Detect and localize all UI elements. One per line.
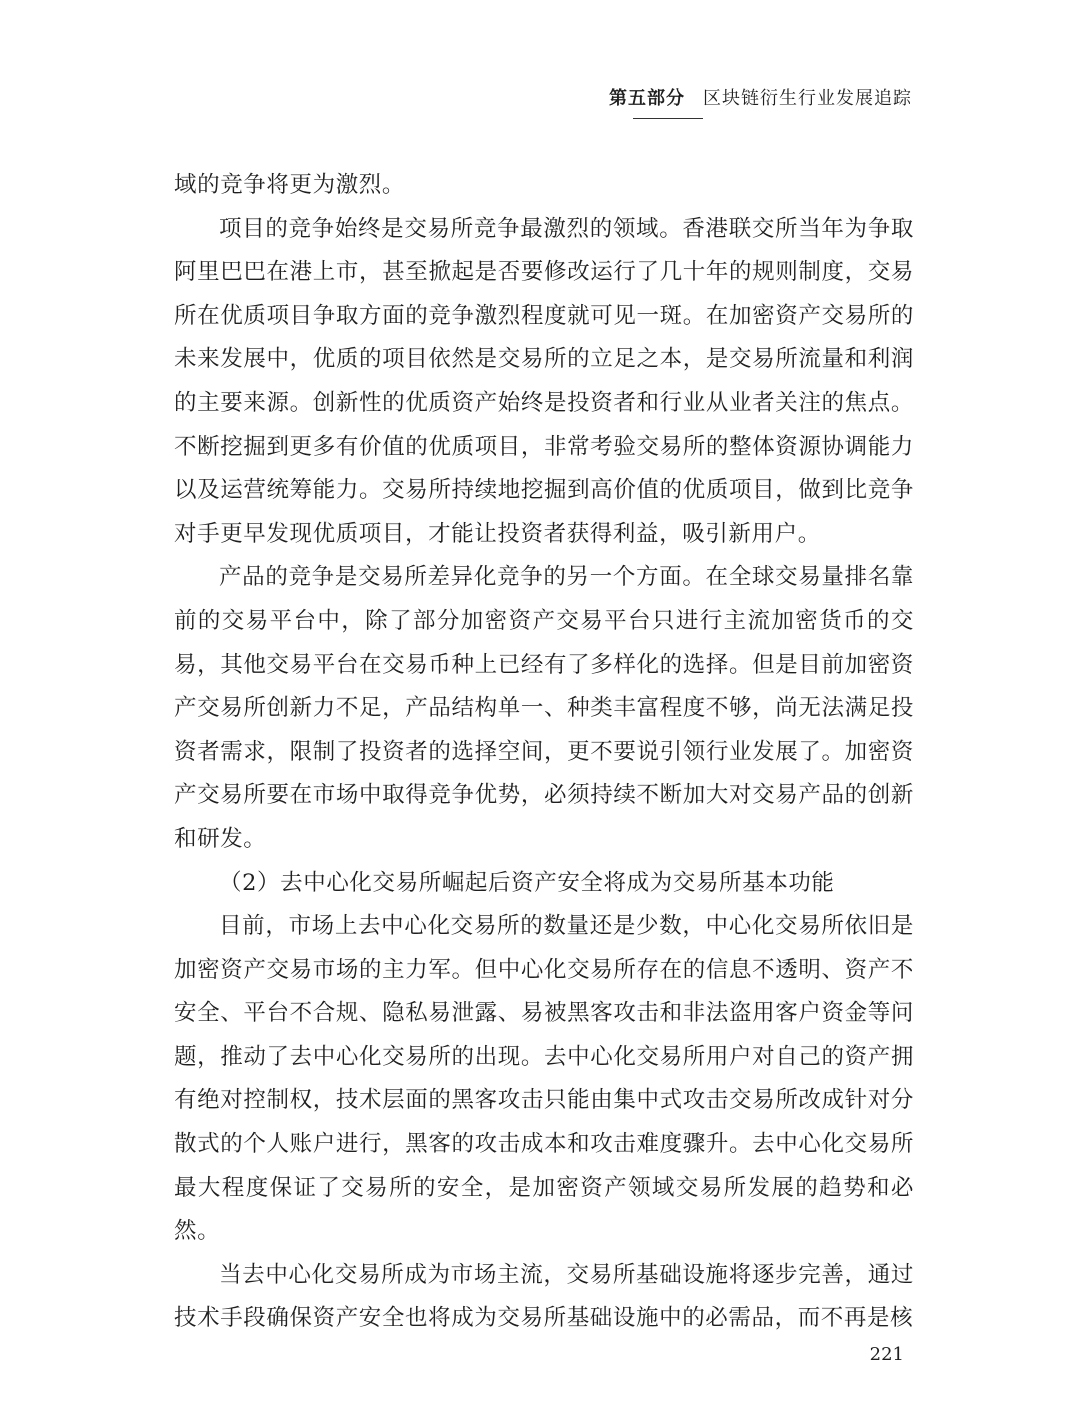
paragraph-project-competition: 项目的竞争始终是交易所竞争最激烈的领域。香港联交所当年为争取阿里巴巴在港上市，甚至掀起是否要修改运行了几十年的规则制度，交易所在优质项目争取方面的竞争激烈程度就可见一斑。在加密资产交易所的未来发展中，优质的项目依然是交易所的立足之本，是交易所流量和利润的主要来源。创新性的优质资产始终是投资者和行业从业者关注的焦点。不断挖掘到更多有价值的优质项目，非常考验交易所的整体资源协调能力以及运营统筹能力。交易所持续地挖掘到高价值的优质项目，做到比竞争对手更早发现优质项目，才能让投资者获得利益，吸引新用户。 [174,215,914,547]
page-number: 221 [869,1344,904,1365]
body-text [174,164,914,1341]
running-header [609,86,912,112]
part-label: 第五部分 [609,88,685,109]
subsection-heading: （2）去中心化交易所崛起后资产安全将成为交易所基本功能 [219,869,835,896]
paragraph-continuation: 域的竞争将更为激烈。 [174,172,406,198]
paragraph-decentralized-exchanges: 目前，市场上去中心化交易所的数量还是少数，中心化交易所依旧是加密资产交易市场的主力军。但中心化交易所存在的信息不透明、资产不安全、平台不合规、隐私易泄露、易被黑客攻击和非法盗用客户资金等问题，推动了去中心化交易所的出现。去中心化交易所用户对自己的资产拥有绝对控制权，技术层面的黑客攻击只能由集中式攻击交易所改成针对分散式的个人账户进行，黑客的攻击成本和攻击难度骤升。去中心化交易所最大程度保证了交易所的安全，是加密资产领域交易所发展的趋势和必然。 [174,913,914,1245]
header-underline [633,118,703,119]
paragraph-product-competition: 产品的竞争是交易所差异化竞争的另一个方面。在全球交易量排名靠前的交易平台中，除了部分加密资产交易平台只进行主流加密货币的交易，其他交易平台在交易币种上已经有了多样化的选择。但是目前加密资产交易所创新力不足，产品结构单一、种类丰富程度不够，尚无法满足投资者需求，限制了投资者的选择空间，更不要说引领行业发展了。加密资产交易所要在市场中取得竞争优势，必须持续不断加大对交易产品的创新和研发。 [174,564,914,852]
paragraph-asset-security: 当去中心化交易所成为市场主流，交易所基础设施将逐步完善，通过技术手段确保资产安全也将成为交易所基础设施中的必需品，而不再是核 [174,1261,914,1332]
section-title: 区块链衍生行业发展追踪 [703,88,912,109]
